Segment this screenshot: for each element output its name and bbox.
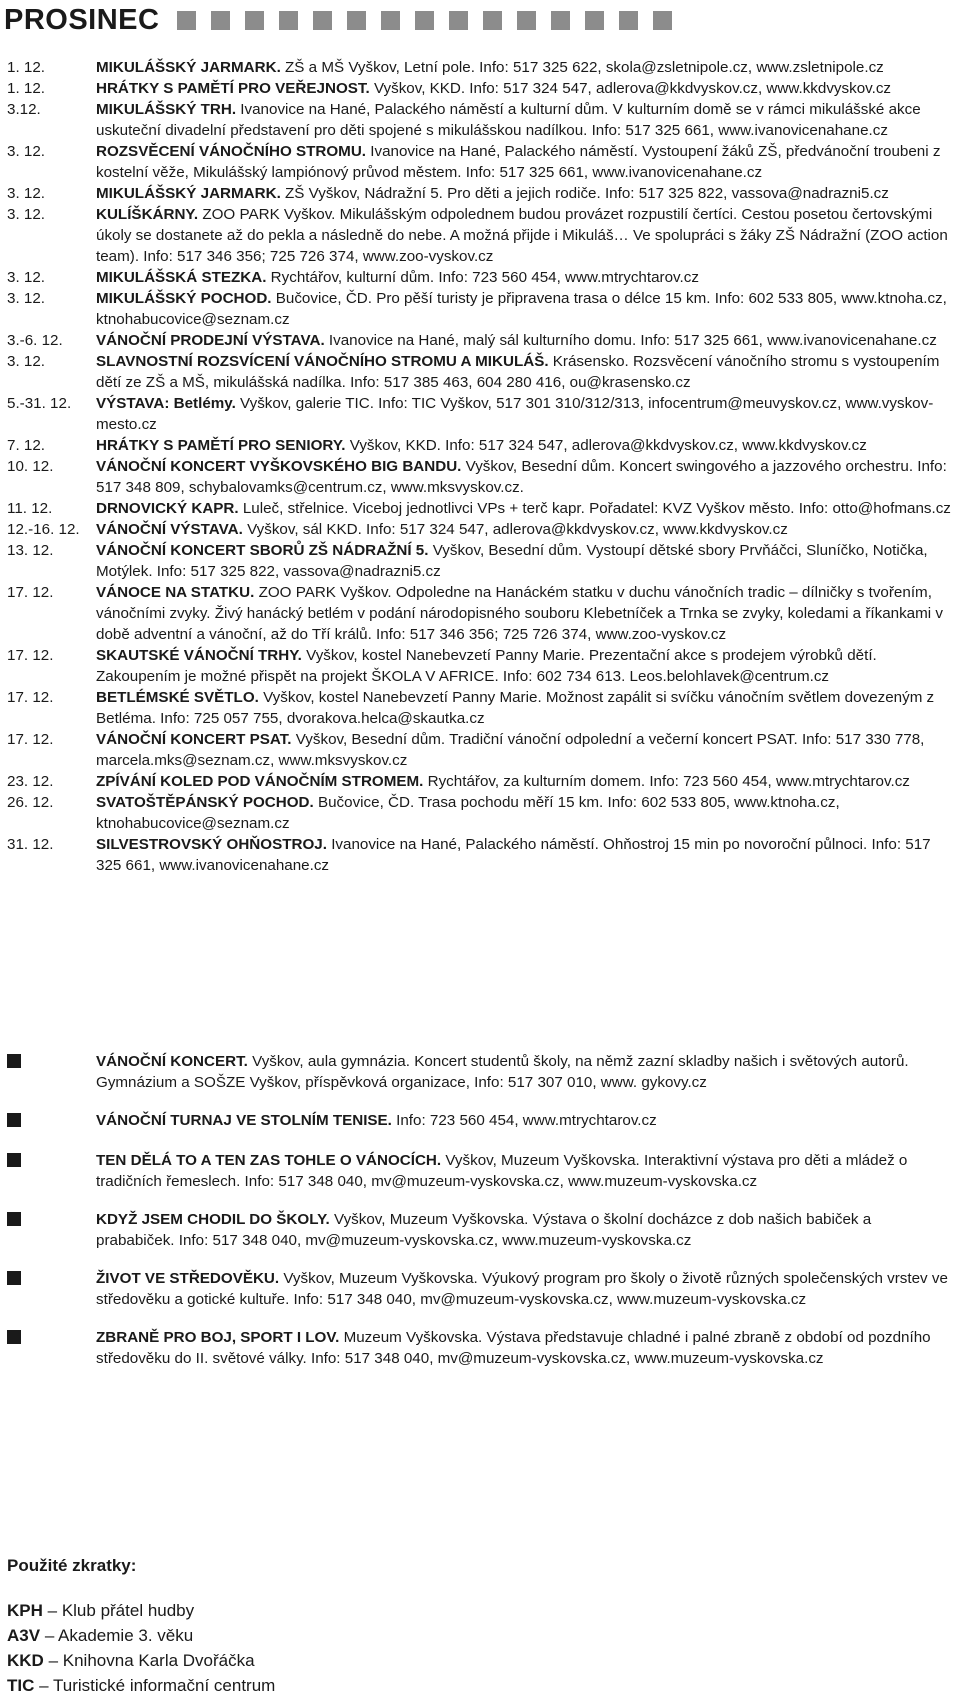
event-details: Ivanovice na Hané, Palackého náměstí. Ohňostroj 15 min po novoroční půlnoci. Info: 517 325 661, www.ivanovicenahane.cz: [96, 836, 931, 874]
page-title: PROSINEC: [4, 3, 160, 36]
event-date: 17. 12.: [7, 584, 54, 601]
abbreviation-value: – Akademie 3. věku: [44, 1626, 194, 1645]
event-name: ROZSVĚCENÍ VÁNOČNÍHO STROMU.: [96, 143, 367, 160]
event-details: ZŠ a MŠ Vyškov, Letní pole. Info: 517 325 622, skola@zsletnipole.cz, www.zsletnipole.cz: [285, 59, 884, 76]
square-icon: [619, 11, 638, 30]
event-details: Vyškov, kostel Nanebevzetí Panny Marie. Prezentační akce s prodejem výrobků dětí. Zakoupením je možné přispět na projekt ŠKOLA V AFRICE. Info: 602 734 613. Leos.belohlavek@centrum.cz: [96, 647, 877, 685]
event-name: SLAVNOSTNÍ ROZSVÍCENÍ VÁNOČNÍHO STROMU A MIKULÁŠ.: [96, 353, 549, 370]
abbreviation-row: [7, 1623, 275, 1648]
event-description: [96, 1209, 952, 1251]
event-row: [7, 834, 952, 876]
event-row: [7, 582, 952, 645]
event-row: [7, 729, 952, 771]
event-date: 1. 12.: [7, 59, 45, 76]
event-name: ŽIVOT VE STŘEDOVĚKU.: [96, 1270, 280, 1287]
event-name: VÁNOČNÍ PRODEJNÍ VÝSTAVA.: [96, 332, 325, 349]
extra-event-row: [7, 1268, 952, 1310]
event-row: [7, 687, 952, 729]
event-description: [96, 57, 952, 78]
event-details: Vyškov, sál KKD. Info: 517 324 547, adlerova@kkdvyskov.cz, www.kkdvyskov.cz: [247, 521, 788, 538]
bullet-square-icon: [7, 1054, 21, 1068]
event-name: SKAUTSKÉ VÁNOČNÍ TRHY.: [96, 647, 302, 664]
event-description: [96, 1327, 952, 1369]
event-description: [96, 99, 952, 141]
event-description: [96, 540, 952, 582]
event-name: MIKULÁŠSKÝ JARMARK.: [96, 185, 281, 202]
event-list: [7, 57, 952, 876]
extra-event-row: [7, 1051, 952, 1093]
square-icon: [517, 11, 536, 30]
event-details: Rychtářov, za kulturním domem. Info: 723 560 454, www.mtrychtarov.cz: [427, 773, 910, 790]
event-row: [7, 456, 952, 498]
abbreviations: [7, 1556, 275, 1698]
square-icon: [585, 11, 604, 30]
event-row: [7, 141, 952, 183]
event-description: [96, 267, 952, 288]
extra-event-row: [7, 1150, 952, 1192]
event-details: Vyškov, Besední dům. Tradiční vánoční odpolední a večerní koncert PSAT. Info: 517 330 778, marcela.mks@seznam.cz, www.mksvyskov.cz: [96, 731, 925, 769]
abbreviation-value: – Turistické informační centrum: [39, 1676, 276, 1695]
event-name: VÁNOČNÍ KONCERT PSAT.: [96, 731, 292, 748]
event-row: [7, 540, 952, 582]
event-description: [96, 1110, 952, 1133]
event-details: Vyškov, galerie TIC. Info: TIC Vyškov, 517 301 310/312/313, infocentrum@meuvyskov.cz, www.vyskov-mesto.cz: [96, 395, 934, 433]
event-details: Ivanovice na Hané, Palackého náměstí. Vystoupení žáků ZŠ, předvánoční troubeni z kostelní věže, Mikulášský lampiónový průvod městem. Info: 517 325 661, www.ivanovicenahane.cz: [96, 143, 941, 181]
event-name: VÁNOČNÍ KONCERT VYŠKOVSKÉHO BIG BANDU.: [96, 458, 462, 475]
event-description: [96, 183, 952, 204]
event-name: ZBRANĚ PRO BOJ, SPORT I LOV.: [96, 1329, 340, 1346]
square-icon: [211, 11, 230, 30]
event-description: [96, 204, 952, 267]
event-date: 13. 12.: [7, 542, 54, 559]
event-date: 26. 12.: [7, 794, 54, 811]
event-name: BETLÉMSKÉ SVĚTLO.: [96, 689, 259, 706]
event-name: DRNOVICKÝ KAPR.: [96, 500, 239, 517]
event-description: [96, 351, 952, 393]
event-details: Vyškov, kostel Nanebevzetí Panny Marie. Možnost zapálit si svíčku vánočním světlem dovezeným z Betléma. Info: 725 057 755, dvorakova.helca@skautka.cz: [96, 689, 935, 727]
square-icon: [177, 11, 196, 30]
event-details: Vyškov, Besední dům. Vystoupí dětské sbory Prvňáčci, Sluníčko, Notička, Motýlek. Info: 517 325 822, vassova@nadrazni5.cz: [96, 542, 928, 580]
extra-event-row: [7, 1209, 952, 1251]
event-date: 7. 12.: [7, 437, 45, 454]
bullet-square-icon: [7, 1330, 21, 1344]
abbreviation-key: A3V: [7, 1626, 41, 1645]
event-details: Muzeum Vyškovska. Výstava představuje chladné i palné zbraně z období od pozdního středověku do II. světové války. Info: 517 348 040, mv@muzeum-vyskovska.cz, www.muzeum-vyskovska.cz: [96, 1329, 931, 1367]
event-name: KULÍŠKÁRNY.: [96, 206, 199, 223]
event-details: Krásensko. Rozsvěcení vánočního stromu s vystoupením dětí ze ZŠ a MŠ, mikulášská nadílka. Info: 517 385 463, 604 280 416, ou@krasensko.cz: [96, 353, 940, 391]
event-date: 10. 12.: [7, 458, 54, 475]
event-date: 3. 12.: [7, 269, 45, 286]
event-row: [7, 519, 952, 540]
event-details: Vyškov, Muzeum Vyškovska. Výstava o školní docházce z dob našich babiček a prababiček. Info: 517 348 040, mv@muzeum-vyskovska.cz, www.muzeum-vyskovska.cz: [96, 1211, 872, 1249]
abbreviation-row: [7, 1673, 275, 1698]
event-name: HRÁTKY S PAMĚTÍ PRO SENIORY.: [96, 437, 346, 454]
square-icon: [313, 11, 332, 30]
bullet-square-icon: [7, 1153, 21, 1167]
event-details: Bučovice, ČD. Pro pěší turisty je připravena trasa o délce 15 km. Info: 602 533 805, www.ktnoha.cz, ktnohabucovice@seznam.cz: [96, 290, 947, 328]
extra-event-list: [7, 1051, 952, 1386]
square-icon: [245, 11, 264, 30]
event-date: 3. 12.: [7, 185, 45, 202]
event-date: 5.-31. 12.: [7, 395, 72, 412]
event-name: TEN DĚLÁ TO A TEN ZAS TOHLE O VÁNOCÍCH.: [96, 1152, 442, 1169]
event-row: [7, 78, 952, 99]
event-description: [96, 582, 952, 645]
event-details: Vyškov, Besední dům. Koncert swingového a jazzového orchestru. Info: 517 348 809, schybalovamks@centrum.cz, www.mksvyskov.cz.: [96, 458, 947, 496]
event-name: MIKULÁŠSKÝ JARMARK.: [96, 59, 281, 76]
event-row: [7, 330, 952, 351]
event-date: 17. 12.: [7, 689, 54, 706]
event-row: [7, 645, 952, 687]
event-name: MIKULÁŠSKÝ POCHOD.: [96, 290, 272, 307]
abbreviation-key: KPH: [7, 1601, 43, 1620]
event-date: 3. 12.: [7, 143, 45, 160]
abbreviation-key: KKD: [7, 1651, 44, 1670]
event-date: 3.12.: [7, 101, 41, 118]
event-description: [96, 435, 952, 456]
bullet-square-icon: [7, 1271, 21, 1285]
event-row: [7, 498, 952, 519]
event-description: [96, 78, 952, 99]
event-details: Vyškov, Muzeum Vyškovska. Interaktivní výstava pro děti a mládež o tradičních řemeslech. Info: 517 348 040, mv@muzeum-vyskovska.cz, www.muzeum-vyskovska.cz: [96, 1152, 908, 1190]
event-date: 3.-6. 12.: [7, 332, 63, 349]
event-name: ZPÍVÁNÍ KOLED POD VÁNOČNÍM STROMEM.: [96, 773, 424, 790]
event-name: SILVESTROVSKÝ OHŇOSTROJ.: [96, 836, 327, 853]
event-name: HRÁTKY S PAMĚTÍ PRO VEŘEJNOST.: [96, 80, 370, 97]
event-description: [96, 1051, 952, 1093]
event-description: [96, 687, 952, 729]
abbreviation-row: [7, 1648, 275, 1673]
bullet-square-icon: [7, 1212, 21, 1226]
event-name: KDYŽ JSEM CHODIL DO ŠKOLY.: [96, 1211, 330, 1228]
square-icon: [415, 11, 434, 30]
abbreviation-value: – Klub přátel hudby: [47, 1601, 195, 1620]
event-date: 31. 12.: [7, 836, 54, 853]
event-description: [96, 393, 952, 435]
event-row: [7, 183, 952, 204]
event-details: ZOO PARK Vyškov. Odpoledne na Hanáckém statku v duchu vánočních tradic – dílničky s tvořením, vánočními zvyky. Živý hanácký betlém v podání národopisného souboru Klebetníček a Trnka se zvyky, koledami a říkankami v době adventní a vánoční, až do Tří králů. Info: 517 346 356; 725 726 374, www.zoo-vyskov.cz: [96, 584, 943, 643]
abbreviation-value: – Knihovna Karla Dvořáčka: [48, 1651, 255, 1670]
event-row: [7, 57, 952, 78]
event-row: [7, 792, 952, 834]
event-date: 17. 12.: [7, 731, 54, 748]
event-description: [96, 498, 952, 519]
square-icon: [653, 11, 672, 30]
square-icon: [449, 11, 468, 30]
event-details: Info: 723 560 454, www.mtrychtarov.cz: [396, 1112, 657, 1129]
event-row: [7, 267, 952, 288]
event-date: 23. 12.: [7, 773, 54, 790]
abbreviation-key: TIC: [7, 1676, 35, 1695]
square-icon: [347, 11, 366, 30]
event-details: Rychtářov, kulturní dům. Info: 723 560 454, www.mtrychtarov.cz: [270, 269, 699, 286]
event-date: 11. 12.: [7, 500, 53, 517]
event-row: [7, 99, 952, 141]
event-row: [7, 393, 952, 435]
event-name: VÁNOCE NA STATKU.: [96, 584, 255, 601]
abbreviation-row: [7, 1598, 275, 1623]
event-date: 12.-16. 12.: [7, 521, 80, 538]
event-description: [96, 792, 952, 834]
event-description: [96, 729, 952, 771]
event-date: 17. 12.: [7, 647, 54, 664]
event-name: VÁNOČNÍ TURNAJ VE STOLNÍM TENISE.: [96, 1112, 392, 1129]
extra-event-row: [7, 1110, 952, 1133]
event-details: Vyškov, Muzeum Vyškovska. Výukový program pro školy o životě různých společenských vrstev ve středověku a gotické kultuře. Info: 517 348 040, mv@muzeum-vyskovska.cz, www.muzeum-vyskovska.cz: [96, 1270, 948, 1308]
extra-event-row: [7, 1327, 952, 1369]
event-description: [96, 1268, 952, 1310]
page-header: [4, 0, 672, 40]
bullet-square-icon: [7, 1113, 21, 1127]
event-details: Vyškov, aula gymnázia. Koncert studentů školy, na němž zazní skladby našich i světových autorů. Gymnázium a SOŠZE Vyškov, příspěvková organizace, Info: 517 307 010, www. gykovy.cz: [96, 1053, 909, 1091]
event-description: [96, 771, 952, 792]
event-description: [96, 519, 952, 540]
event-name: MIKULÁŠSKÝ TRH.: [96, 101, 237, 118]
event-details: ZŠ Vyškov, Nádražní 5. Pro děti a jejich rodiče. Info: 517 325 822, vassova@nadrazni5.cz: [285, 185, 889, 202]
event-details: Ivanovice na Hané, malý sál kulturního domu. Info: 517 325 661, www.ivanovicenahane.cz: [328, 332, 937, 349]
event-name: SVATOŠTĚPÁNSKÝ POCHOD.: [96, 794, 314, 811]
event-row: [7, 771, 952, 792]
event-row: [7, 435, 952, 456]
event-details: ZOO PARK Vyškov. Mikulášským odpolednem budou provázet rozpustilí čertíci. Cestou posetou čertovskými úkoly se dostanete až do pekla a následně do nebe. A možná přijde i Mikuláš… Ve spolupráci s žáky ZŠ Nádražní (ZOO action team). Info: 517 346 356; 725 726 374, www.zoo-vyskov.cz: [96, 206, 948, 265]
event-description: [96, 1150, 952, 1192]
event-row: [7, 351, 952, 393]
event-date: 1. 12.: [7, 80, 45, 97]
event-details: Ivanovice na Hané, Palackého náměstí a kulturní dům. V kulturním domě se v rámci mikulášské akce uskuteční divadelní představení pro děti spojené s mikulášskou nadílkou. Info: 517 325 661, www.ivanovicenahane.cz: [96, 101, 921, 139]
header-decoration: [177, 11, 672, 30]
event-details: Vyškov, KKD. Info: 517 324 547, adlerova@kkdvyskov.cz, www.kkdvyskov.cz: [349, 437, 867, 454]
event-name: VÁNOČNÍ KONCERT SBORŮ ZŠ NÁDRAŽNÍ 5.: [96, 542, 429, 559]
event-description: [96, 834, 952, 876]
event-name: VÁNOČNÍ VÝSTAVA.: [96, 521, 243, 538]
event-name: VÁNOČNÍ KONCERT.: [96, 1053, 248, 1070]
event-description: [96, 456, 952, 498]
event-description: [96, 288, 952, 330]
event-description: [96, 141, 952, 183]
event-date: 3. 12.: [7, 206, 45, 223]
event-details: Luleč, střelnice. Viceboj jednotlivci VPs + terč kapr. Pořadatel: KVZ Vyškov město. Info: otto@hofmans.cz: [242, 500, 951, 517]
abbreviations-heading: Použité zkratky:: [7, 1556, 137, 1575]
square-icon: [483, 11, 502, 30]
event-name: VÝSTAVA: Betlémy.: [96, 395, 236, 412]
square-icon: [551, 11, 570, 30]
square-icon: [381, 11, 400, 30]
event-description: [96, 330, 952, 351]
event-name: MIKULÁŠSKÁ STEZKA.: [96, 269, 267, 286]
event-description: [96, 645, 952, 687]
event-row: [7, 204, 952, 267]
event-date: 3. 12.: [7, 290, 45, 307]
event-date: 3. 12.: [7, 353, 45, 370]
square-icon: [279, 11, 298, 30]
event-row: [7, 288, 952, 330]
event-details: Bučovice, ČD. Trasa pochodu měří 15 km. Info: 602 533 805, www.ktnoha.cz, ktnohabucovice@seznam.cz: [96, 794, 840, 832]
event-details: Vyškov, KKD. Info: 517 324 547, adlerova@kkdvyskov.cz, www.kkdvyskov.cz: [373, 80, 892, 97]
